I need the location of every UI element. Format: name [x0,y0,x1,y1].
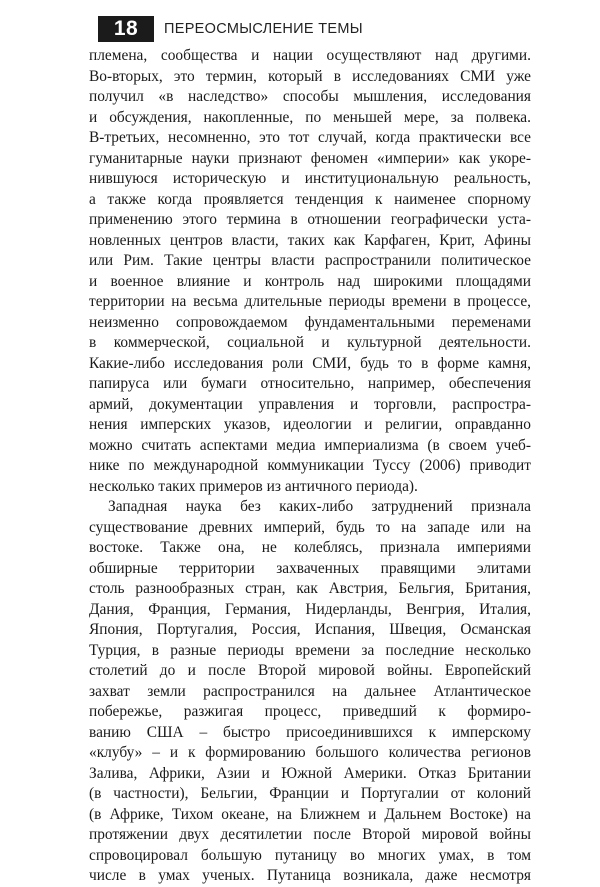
text-line: и обсуждения, накопленные, по меньшей мере, за полвека. [89,108,531,126]
text-line: числе в умах ученых. Путаница возникала, даже несмотря [89,867,531,884]
text-line: новленных центров власти, таких как Карфаген, Крит, Афины [89,231,531,249]
page-header [98,16,363,42]
text-line: побережье, разжигая процесс, приведший к формиро- [89,703,531,720]
paragraph [89,497,531,887]
text-line: Дания, Франция, Германия, Нидерланды, Венгрия, Италия, [89,600,531,618]
text-line: гуманитарные науки признают феномен «империи» как укоре- [89,149,531,167]
text-line: нике по международной коммуникации Туссу (2006) приводит [89,457,531,474]
text-line: или Рим. Такие центры власти распространили политическое [89,252,531,269]
text-line: племена, сообщества и нации осуществляют над другими. [89,47,531,64]
text-line: папируса или бумаги относительно, например, обеспечения [89,375,531,392]
text-line: армий, документации управления и торговли, распростра- [89,395,531,413]
text-line: неизменно сопровождаемом фундаментальными переменами [89,313,531,331]
text-line: столь разнообразных стран, как Австрия, Бельгия, Британия, [89,580,531,597]
text-line: Во-вторых, это термин, который в исследованиях СМИ уже [89,67,531,85]
page-number: 18 [98,16,154,42]
text-line: а также когда проявляется тенденция к наименее спорному [89,190,531,208]
text-line: Япония, Португалия, Россия, Испания, Швеция, Османская [89,621,531,638]
paragraph [89,46,531,497]
text-line: применению этого термина в отношении географически уста- [89,211,531,228]
text-line: (в Африке, Тихом океане, на Ближнем и Дальнем Востоке) на [89,805,531,823]
running-title: ПЕРЕОСМЫСЛЕНИЕ ТЕМЫ [164,21,363,37]
text-line: Западная наука без каких-либо затруднений признала [108,498,531,515]
text-line: и военное влияние и контроль над широкими площадями [89,272,531,290]
text-line: территории на весьма длительные периоды времени в процессе, [89,293,531,310]
text-line: спровоцировал большую путаницу во многих умах, в том [89,846,531,864]
body-text [89,46,531,887]
text-line: столетий до и после Второй мировой войны. Европейский [89,662,531,679]
text-line: (в частности), Бельгии, Франции и Португалии от колоний [89,785,531,802]
text-line: Турция, в разные периоды времени за последние несколько [89,641,531,659]
text-line: получил «в наследство» способы мышления, исследования [89,88,531,105]
text-line: протяжении двух десятилетии после Второй мировой войны [89,826,531,843]
text-line: в коммерческой, социальной и культурной деятельности. [89,334,531,351]
text-line: востоке. Также она, не колеблясь, признала империями [89,539,531,556]
text-line: существование древних империй, будь то на западе или на [89,518,531,536]
text-line: несколько таких примеров из античного периода). [89,477,418,495]
text-line: захват земли распространился на дальнее Атлантическое [89,682,531,700]
text-line: Какие-либо исследования роли СМИ, будь то в форме камня, [89,354,531,372]
text-line: В-третьих, несомненно, это тот случай, когда практически все [89,129,531,146]
text-line: нения имперских указов, идеологии и религии, оправданно [89,416,531,433]
text-line: обширные территории захваченных правящими элитами [89,559,531,577]
text-line: Залива, Африки, Азии и Южной Америки. Отказ Британии [89,764,531,782]
text-line: ванию США – быстро присоединившихся к имперскому [89,723,531,741]
text-line: «клубу» – и к формированию большого количества регионов [89,744,531,761]
text-line: нившуюся историческую и институциональную реальность, [89,170,531,187]
text-line: можно считать аспектами медиа империализма (в своем учеб- [89,436,531,454]
